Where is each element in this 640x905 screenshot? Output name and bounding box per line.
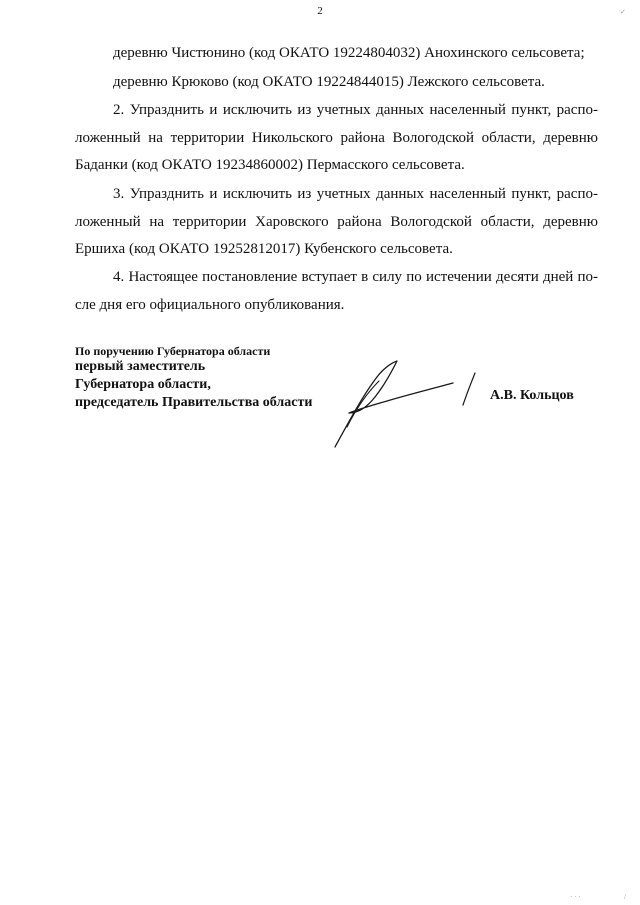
signatory-title-line: председатель Правительства области	[75, 395, 313, 410]
body-line: деревню Чистюнино (код ОКАТО 19224804032) Анохинского сельсовета;	[113, 45, 585, 61]
signatory-title-line: Губернатора области,	[75, 377, 211, 392]
body-line: деревню Крюково (код ОКАТО 19224844015) Лежского сельсовета.	[113, 74, 545, 90]
body-line: ложенный на территории Харовского района Вологодской области, деревню	[75, 214, 598, 230]
body-line: сле дня его официального опубликования.	[75, 297, 345, 313]
body-line: 3. Упразднить и исключить из учетных данных населенный пункт, распо-	[113, 186, 598, 202]
signatory-title-line: первый заместитель	[75, 359, 206, 374]
signatory-name: А.В. Кольцов	[490, 388, 574, 403]
page-number: 2	[317, 5, 323, 17]
body-line: 4. Настоящее постановление вступает в силу по истечении десяти дней по-	[113, 269, 598, 285]
body-line: ложенный на территории Никольского района Вологодской области, деревню	[75, 130, 598, 146]
scan-mark: /	[624, 893, 626, 901]
on-behalf-line: По поручению Губернатора области	[75, 344, 271, 358]
body-line: Ершиха (код ОКАТО 19252812017) Кубенского сельсовета.	[75, 241, 453, 257]
handwritten-signature	[325, 355, 485, 455]
scan-mark: · · ·	[570, 893, 581, 901]
body-line: Баданки (код ОКАТО 19234860002) Пермасского сельсовета.	[75, 157, 465, 173]
scan-mark: ✓	[620, 8, 626, 16]
body-line: 2. Упразднить и исключить из учетных данных населенный пункт, распо-	[113, 102, 598, 118]
